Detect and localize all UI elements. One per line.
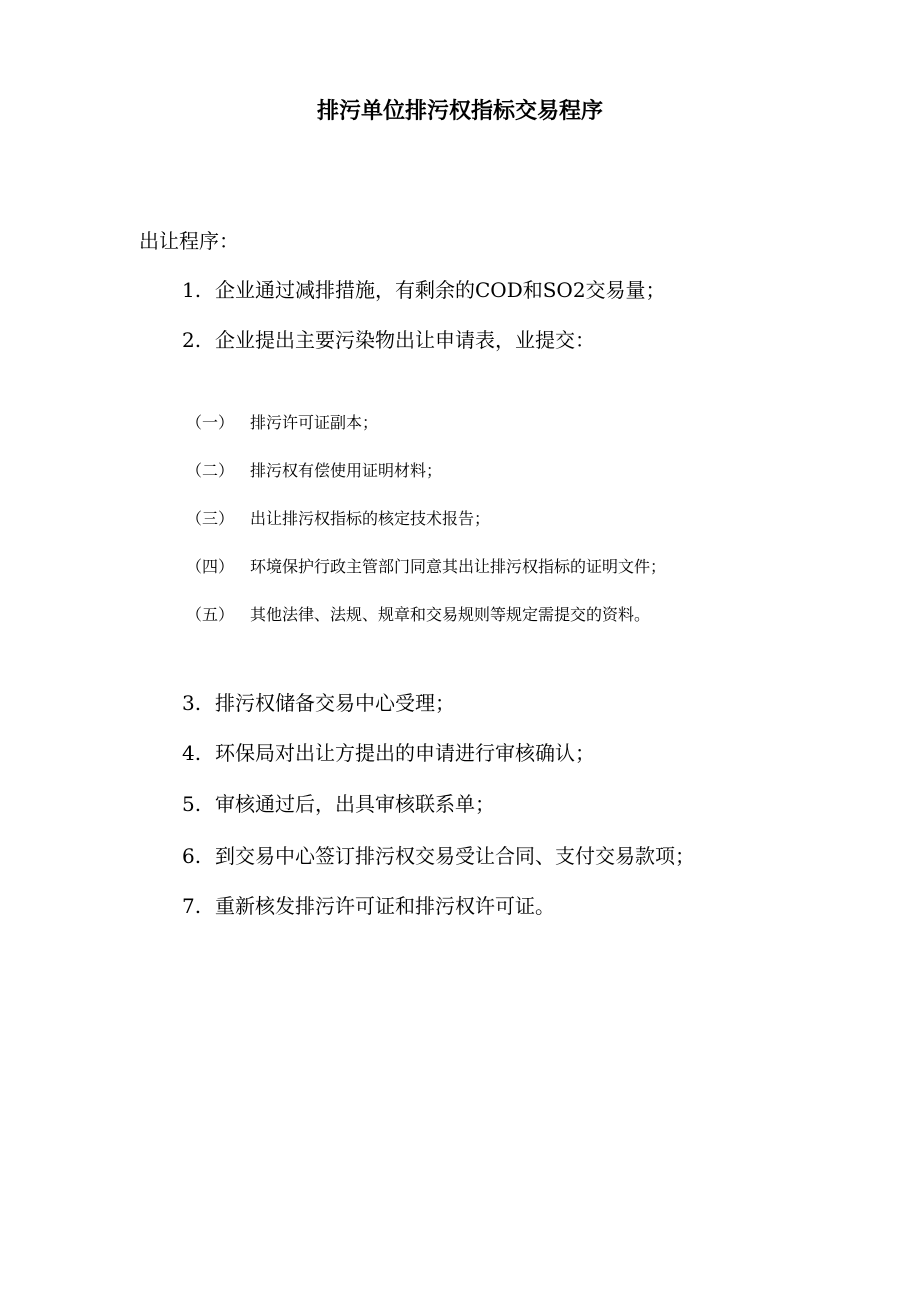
step-number: 5.: [182, 792, 202, 816]
step-text: 环保局对出让方提出的申请进行审核确认；: [215, 741, 595, 765]
sub-item-text: 出让排污权指标的核定技术报告；: [250, 509, 491, 528]
step-text: 审核通过后，出具审核联系单；: [215, 792, 495, 816]
step-text: 企业通过减排措施，有剩余的COD和SO2交易量；: [215, 278, 666, 302]
step-text: 到交易中心签订排污权交易受让合同、支付交易款项；: [215, 844, 695, 868]
sub-item: [186, 555, 666, 579]
sub-item-text: 排污权有偿使用证明材料；: [250, 461, 443, 480]
sub-item-marker: （二）: [186, 461, 235, 480]
step-item: [182, 789, 495, 819]
sub-item: [186, 411, 378, 435]
sub-item-text: 排污许可证副本；: [250, 413, 379, 432]
sub-item: [186, 459, 442, 483]
step-item: [182, 325, 595, 355]
step-text: 企业提出主要污染物出让申请表，业提交：: [215, 328, 595, 352]
section-heading: 出让程序：: [139, 229, 239, 253]
step-item: [182, 891, 555, 921]
sub-item-marker: （三）: [186, 509, 235, 528]
step-number: 2.: [182, 328, 202, 352]
step-item: [182, 688, 455, 718]
sub-item-marker: （一）: [186, 413, 235, 432]
sub-item-text: 其他法律、法规、规章和交易规则等规定需提交的资料。: [250, 605, 651, 624]
step-number: 3.: [182, 691, 202, 715]
step-number: 6.: [182, 844, 202, 868]
step-number: 1.: [182, 278, 202, 302]
step-text: 排污权储备交易中心受理；: [215, 691, 455, 715]
sub-item-marker: （四）: [186, 557, 235, 576]
sub-item: [186, 603, 650, 627]
step-number: 4.: [182, 741, 202, 765]
step-number: 7.: [182, 894, 202, 918]
sub-item-text: 环境保护行政主管部门同意其出让排污权指标的证明文件；: [250, 557, 667, 576]
step-item: [182, 738, 595, 768]
step-text: 重新核发排污许可证和排污权许可证。: [215, 894, 555, 918]
step-item: [182, 275, 666, 305]
sub-item-marker: （五）: [186, 605, 235, 624]
step-item: [182, 841, 695, 871]
sub-item: [186, 507, 490, 531]
page-title: 排污单位排污权指标交易程序: [316, 99, 603, 124]
